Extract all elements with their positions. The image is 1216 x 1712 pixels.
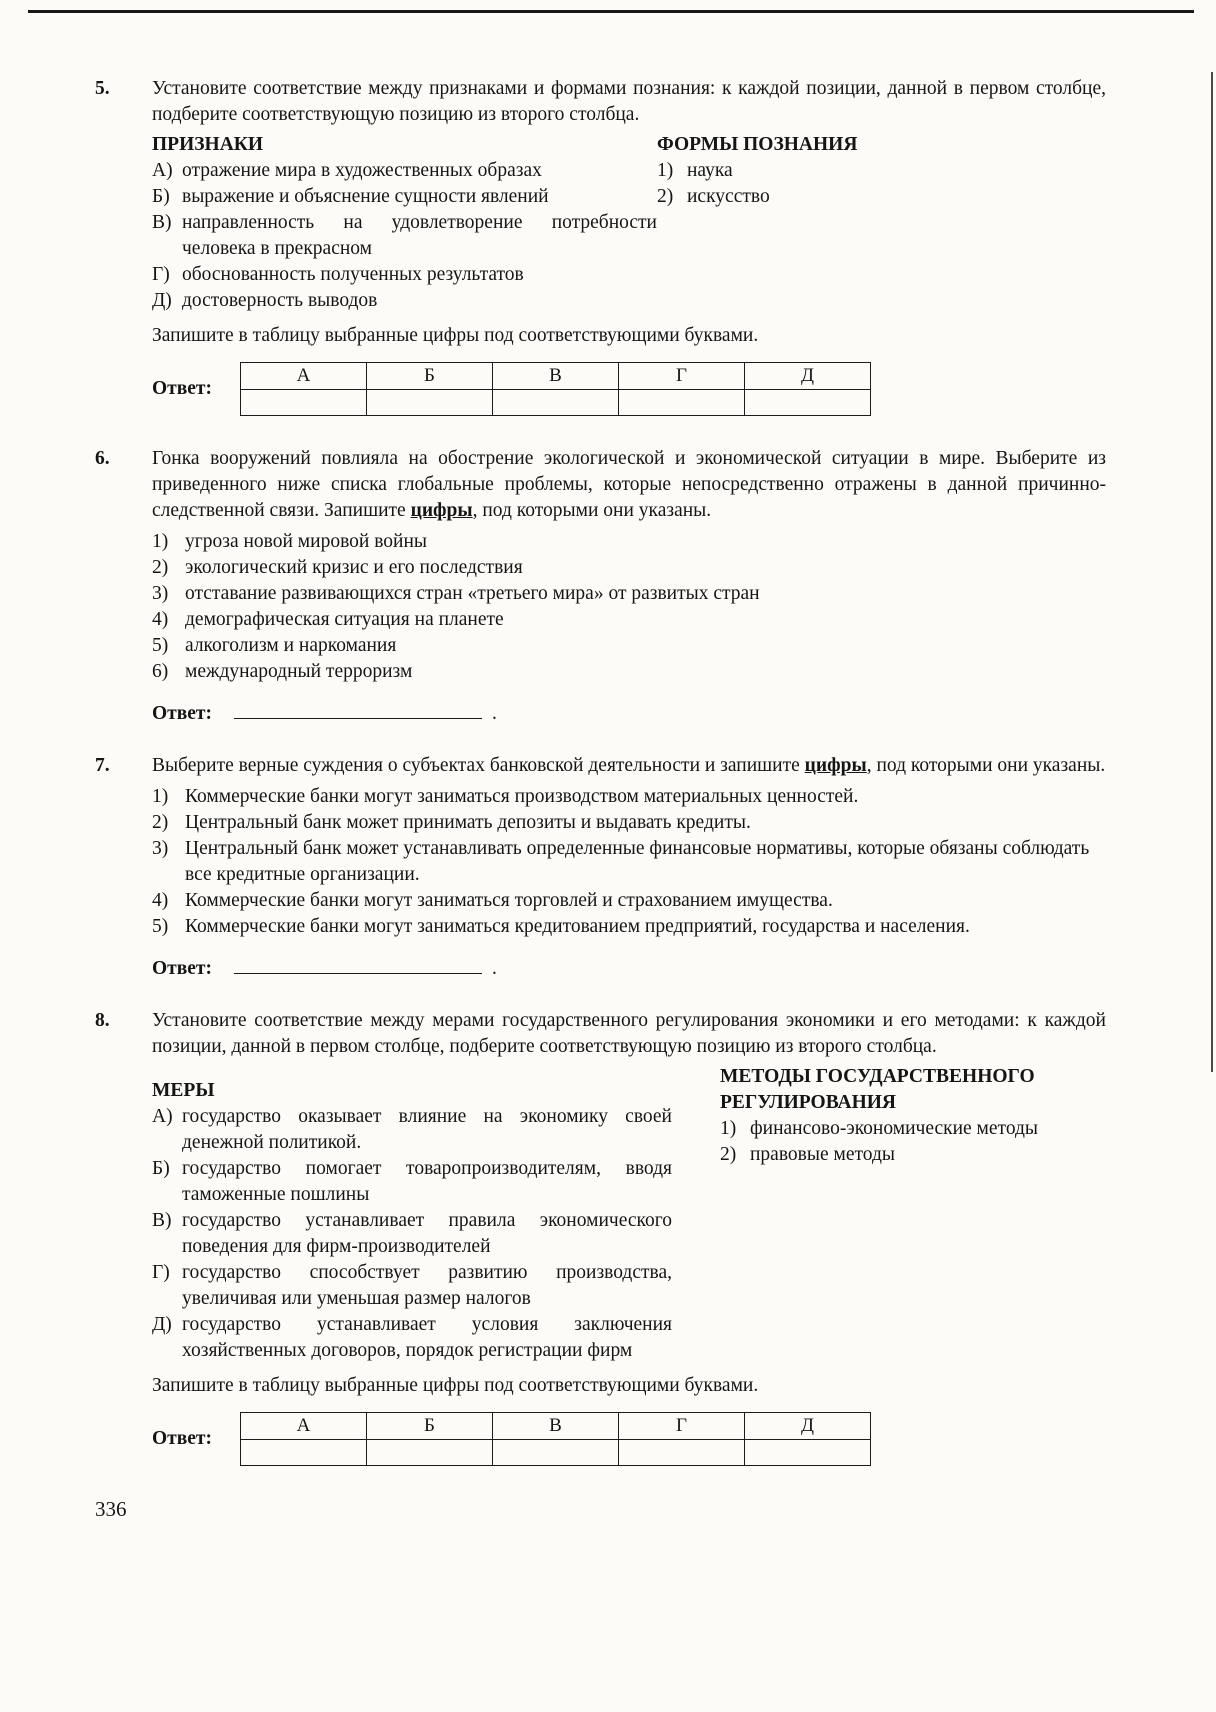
item-label: 3) — [152, 583, 169, 604]
list-item — [152, 633, 1106, 659]
answer-table-entry-cell — [493, 1440, 619, 1466]
item-text: Коммерческие банки могут заниматься торговлей и страхованием имущества. — [185, 890, 833, 911]
item-text: искусство — [687, 186, 770, 207]
item-label: 2) — [152, 557, 169, 578]
answer-table-entry-row — [241, 1440, 871, 1466]
options-list — [152, 784, 1106, 940]
item-label: А) — [152, 160, 173, 181]
item-label: 5) — [152, 916, 169, 937]
item-text: демографическая ситуация на планете — [185, 609, 504, 630]
intro-text: , под которыми они указаны. — [472, 500, 712, 521]
item-label: 4) — [152, 890, 169, 911]
question-5 — [95, 76, 1108, 420]
list-item — [152, 158, 657, 184]
list-item — [152, 262, 657, 288]
list-item — [152, 1208, 672, 1260]
options-list — [152, 529, 1106, 685]
question-7 — [95, 753, 1108, 982]
item-label: Д) — [152, 1314, 172, 1335]
answer-table-header-cell: А — [241, 1413, 367, 1440]
matching-columns — [152, 132, 1106, 314]
answer-table-block — [152, 362, 1106, 416]
answer-table-header-cell: В — [493, 363, 619, 390]
item-label: Г) — [152, 264, 170, 285]
intro-text: Выберите верные суждения о субъектах банковской деятельности и запишите — [152, 755, 805, 776]
list-item — [152, 659, 1106, 685]
measures-column — [152, 1064, 672, 1364]
question-intro: Установите соответствие между мерами государственного регулирования экономики и его методами: к каждой позиции, данной в первом столбце, подберите соответствующую позицию из второго столбца. — [152, 1010, 1106, 1057]
item-text: угроза новой мировой войны — [185, 531, 428, 552]
question-number: 8. — [95, 1010, 110, 1031]
answer-table-entry-cell — [241, 390, 367, 416]
question-8 — [95, 1008, 1108, 1470]
item-label: Б) — [152, 186, 170, 207]
list-item — [152, 210, 657, 262]
item-label: 1) — [657, 160, 674, 181]
answer-table-header-row — [241, 1413, 871, 1440]
question-intro — [152, 753, 1106, 779]
matching-columns — [152, 1064, 1106, 1364]
item-text: направленность на удовлетворение потребности человека в прекрасном — [182, 212, 657, 259]
question-number: 6. — [95, 448, 110, 469]
item-text: международный терроризм — [185, 661, 413, 682]
forms-header: ФОРМЫ ПОЗНАНИЯ — [657, 134, 858, 155]
answer-table — [240, 1412, 871, 1466]
item-label: 2) — [657, 186, 674, 207]
item-text: государство способствует развитию производства, увеличивая или уменьшая размер налогов — [182, 1262, 672, 1309]
list-item — [152, 1156, 672, 1208]
item-text: государство устанавливает правила экономического поведения для фирм-производителей — [182, 1210, 672, 1257]
item-label: 1) — [720, 1118, 737, 1139]
item-label: А) — [152, 1106, 173, 1127]
answer-table-entry-cell — [367, 390, 493, 416]
table-note: Запишите в таблицу выбранные цифры под соответствующими буквами. — [152, 325, 759, 346]
emphasized-word: цифры — [410, 500, 473, 521]
list-item — [152, 1260, 672, 1312]
item-text: обоснованность полученных результатов — [182, 264, 524, 285]
item-text: Центральный банк может устанавливать определенные финансовые нормативы, которые обязаны соблюдать все кредитные организации. — [185, 838, 1090, 885]
answer-table-header-cell: Г — [619, 363, 745, 390]
item-label: 3) — [152, 838, 169, 859]
answer-blank-block — [152, 956, 1106, 982]
item-label: 2) — [720, 1144, 737, 1165]
page-edge-rule — [1211, 72, 1213, 1072]
question-intro: Установите соответствие между признаками и формами познания: к каждой позиции, данной в первом столбце, подберите соответствующую позицию из второго столбца. — [152, 78, 1106, 125]
item-text: Коммерческие банки могут заниматься производством материальных ценностей. — [185, 786, 859, 807]
answer-label: Ответ: — [152, 1428, 213, 1449]
answer-table-entry-cell — [619, 390, 745, 416]
list-item — [152, 581, 1106, 607]
intro-text: , под которыми они указаны. — [866, 755, 1106, 776]
answer-label: Ответ: — [152, 958, 213, 979]
list-item — [152, 184, 657, 210]
item-text: Центральный банк может принимать депозиты и выдавать кредиты. — [185, 812, 751, 833]
emphasized-word: цифры — [804, 755, 867, 776]
answer-table-entry-cell — [241, 1440, 367, 1466]
list-item — [152, 914, 1106, 940]
answer-period: . — [492, 703, 497, 724]
answer-label: Ответ: — [152, 703, 213, 724]
item-label: 2) — [152, 812, 169, 833]
methods-header: МЕТОДЫ ГОСУДАРСТВЕННОГО РЕГУЛИРОВАНИЯ — [720, 1066, 1035, 1113]
answer-table-header-cell: Д — [745, 1413, 871, 1440]
question-6 — [95, 446, 1108, 727]
item-label: 4) — [152, 609, 169, 630]
item-text: государство помогает товаропроизводителям, вводя таможенные пошлины — [182, 1158, 672, 1205]
list-item — [657, 158, 997, 184]
item-text: алкоголизм и наркомания — [185, 635, 397, 656]
list-item — [152, 529, 1106, 555]
item-text: правовые методы — [750, 1144, 895, 1165]
item-label: В) — [152, 1210, 172, 1231]
answer-table-header-cell: В — [493, 1413, 619, 1440]
item-label: 5) — [152, 635, 169, 656]
intro-text: Гонка вооружений повлияла на обострение экологической и экономической ситуации в мире. Выберите из приведенного ниже списка глобальные проблемы, которые непосредственно отражены в данной причинно-следственной связи. Запишите — [152, 448, 1106, 521]
answer-table-entry-cell — [745, 390, 871, 416]
answer-table-header-cell: Д — [745, 363, 871, 390]
answer-blank-line — [234, 960, 482, 974]
answer-label: Ответ: — [152, 378, 213, 399]
list-item — [657, 184, 997, 210]
item-text: государство оказывает влияние на экономику своей денежной политикой. — [182, 1106, 672, 1153]
list-item — [152, 888, 1106, 914]
answer-table-header-cell: Б — [367, 1413, 493, 1440]
answer-table-block — [152, 1412, 1106, 1466]
item-label: Г) — [152, 1262, 170, 1283]
list-item — [720, 1116, 1106, 1142]
answer-table-header-cell: Г — [619, 1413, 745, 1440]
table-note: Запишите в таблицу выбранные цифры под соответствующими буквами. — [152, 1375, 759, 1396]
answer-table — [240, 362, 871, 416]
answer-table-entry-cell — [745, 1440, 871, 1466]
item-text: отражение мира в художественных образах — [182, 160, 542, 181]
answer-table-entry-row — [241, 390, 871, 416]
item-label: В) — [152, 212, 172, 233]
top-rule — [28, 10, 1194, 13]
list-item — [152, 555, 1106, 581]
item-label: 1) — [152, 531, 169, 552]
forms-column — [657, 132, 997, 210]
answer-table-header-row — [241, 363, 871, 390]
list-item — [152, 1104, 672, 1156]
item-label: 6) — [152, 661, 169, 682]
item-label: Б) — [152, 1158, 170, 1179]
measures-header: МЕРЫ — [152, 1080, 215, 1101]
answer-period: . — [492, 958, 497, 979]
answer-table-entry-cell — [367, 1440, 493, 1466]
item-text: достоверность выводов — [182, 290, 378, 311]
item-label: Д) — [152, 290, 172, 311]
item-label: 1) — [152, 786, 169, 807]
answer-table-header-cell: Б — [367, 363, 493, 390]
list-item — [152, 1312, 672, 1364]
item-text: экологический кризис и его последствия — [185, 557, 523, 578]
answer-blank-line — [234, 705, 482, 719]
item-text: финансово-экономические методы — [750, 1118, 1039, 1139]
answer-table-header-cell: А — [241, 363, 367, 390]
answer-table-entry-cell — [493, 390, 619, 416]
question-number: 7. — [95, 755, 110, 776]
item-text: государство устанавливает условия заключения хозяйственных договоров, порядок регистрации фирм — [182, 1314, 672, 1361]
list-item — [152, 288, 657, 314]
features-column — [152, 132, 657, 314]
question-intro — [152, 446, 1106, 524]
list-item — [152, 607, 1106, 633]
item-text: Коммерческие банки могут заниматься кредитованием предприятий, государства и населения. — [185, 916, 970, 937]
methods-column — [720, 1064, 1106, 1168]
list-item — [152, 784, 1106, 810]
features-header: ПРИЗНАКИ — [152, 134, 264, 155]
list-item — [152, 836, 1106, 888]
question-number: 5. — [95, 78, 110, 99]
list-item — [152, 810, 1106, 836]
item-text: выражение и объяснение сущности явлений — [182, 186, 549, 207]
item-text: наука — [687, 160, 733, 181]
answer-blank-block — [152, 701, 1106, 727]
item-text: отставание развивающихся стран «третьего мира» от развитых стран — [185, 583, 760, 604]
page-number: 336 — [95, 1497, 127, 1521]
list-item — [720, 1142, 1106, 1168]
answer-table-entry-cell — [619, 1440, 745, 1466]
